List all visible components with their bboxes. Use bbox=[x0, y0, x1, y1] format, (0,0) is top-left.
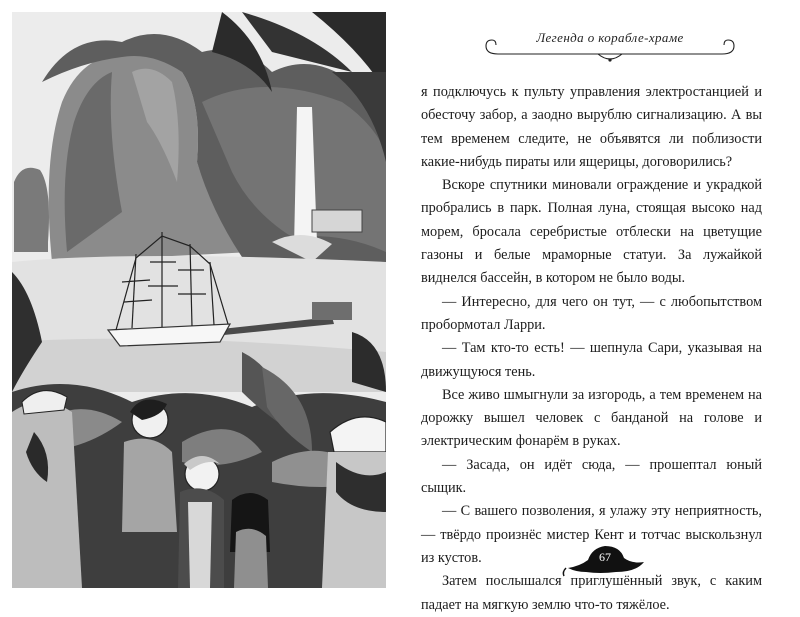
paragraph-4: — Там кто-то есть! — шепнула Сари, указывая на движущуюся тень. bbox=[421, 340, 762, 380]
paragraph-5: Все живо шмыгнули за изгородь, а тем временем на дорожку вышел человек с банданой на голове и электрическим фонарём в руках. bbox=[421, 386, 762, 450]
page-number-badge bbox=[560, 538, 650, 578]
running-head bbox=[480, 20, 740, 64]
running-head-title: Легенда о корабле-храме bbox=[536, 30, 684, 45]
illustration-bay-scene bbox=[12, 12, 386, 588]
paragraph-6: — Засада, он идёт сюда, — прошептал юный сыщик. bbox=[421, 456, 762, 497]
paragraph-8: Затем послышался приглушённый звук, с каким падает на мягкую землю что-то тяжёлое. bbox=[421, 573, 762, 613]
page-number: 67 bbox=[599, 550, 611, 564]
paragraph-1: я подключусь к пульту управления электростанцией и обесточу забор, а заодно вырублю сигнализацию. А вы тем временем следите, не объявятся ли поблизости какие-нибудь пираты или ящерицы, договорились? bbox=[421, 84, 762, 170]
paragraph-3: — Интересно, для чего он тут, — с любопытством пробормотал Ларри. bbox=[421, 293, 762, 333]
illustration-panel bbox=[12, 12, 386, 588]
paragraph-2: Вскоре спутники миновали ограждение и украдкой пробрались в парк. Полная луна, стоящая высоко над морем, бросала серебристые отблески на цветущие газоны и белые мраморные статуи. За лужайкой виднелся бассейн, в котором не было воды. bbox=[421, 177, 762, 287]
paragraph-7: — С вашего позволения, я улажу эту неприятность, — твёрдо произнёс мистер Кент и тотчас выскользнул из кустов. bbox=[421, 503, 762, 566]
body-text bbox=[421, 81, 762, 617]
